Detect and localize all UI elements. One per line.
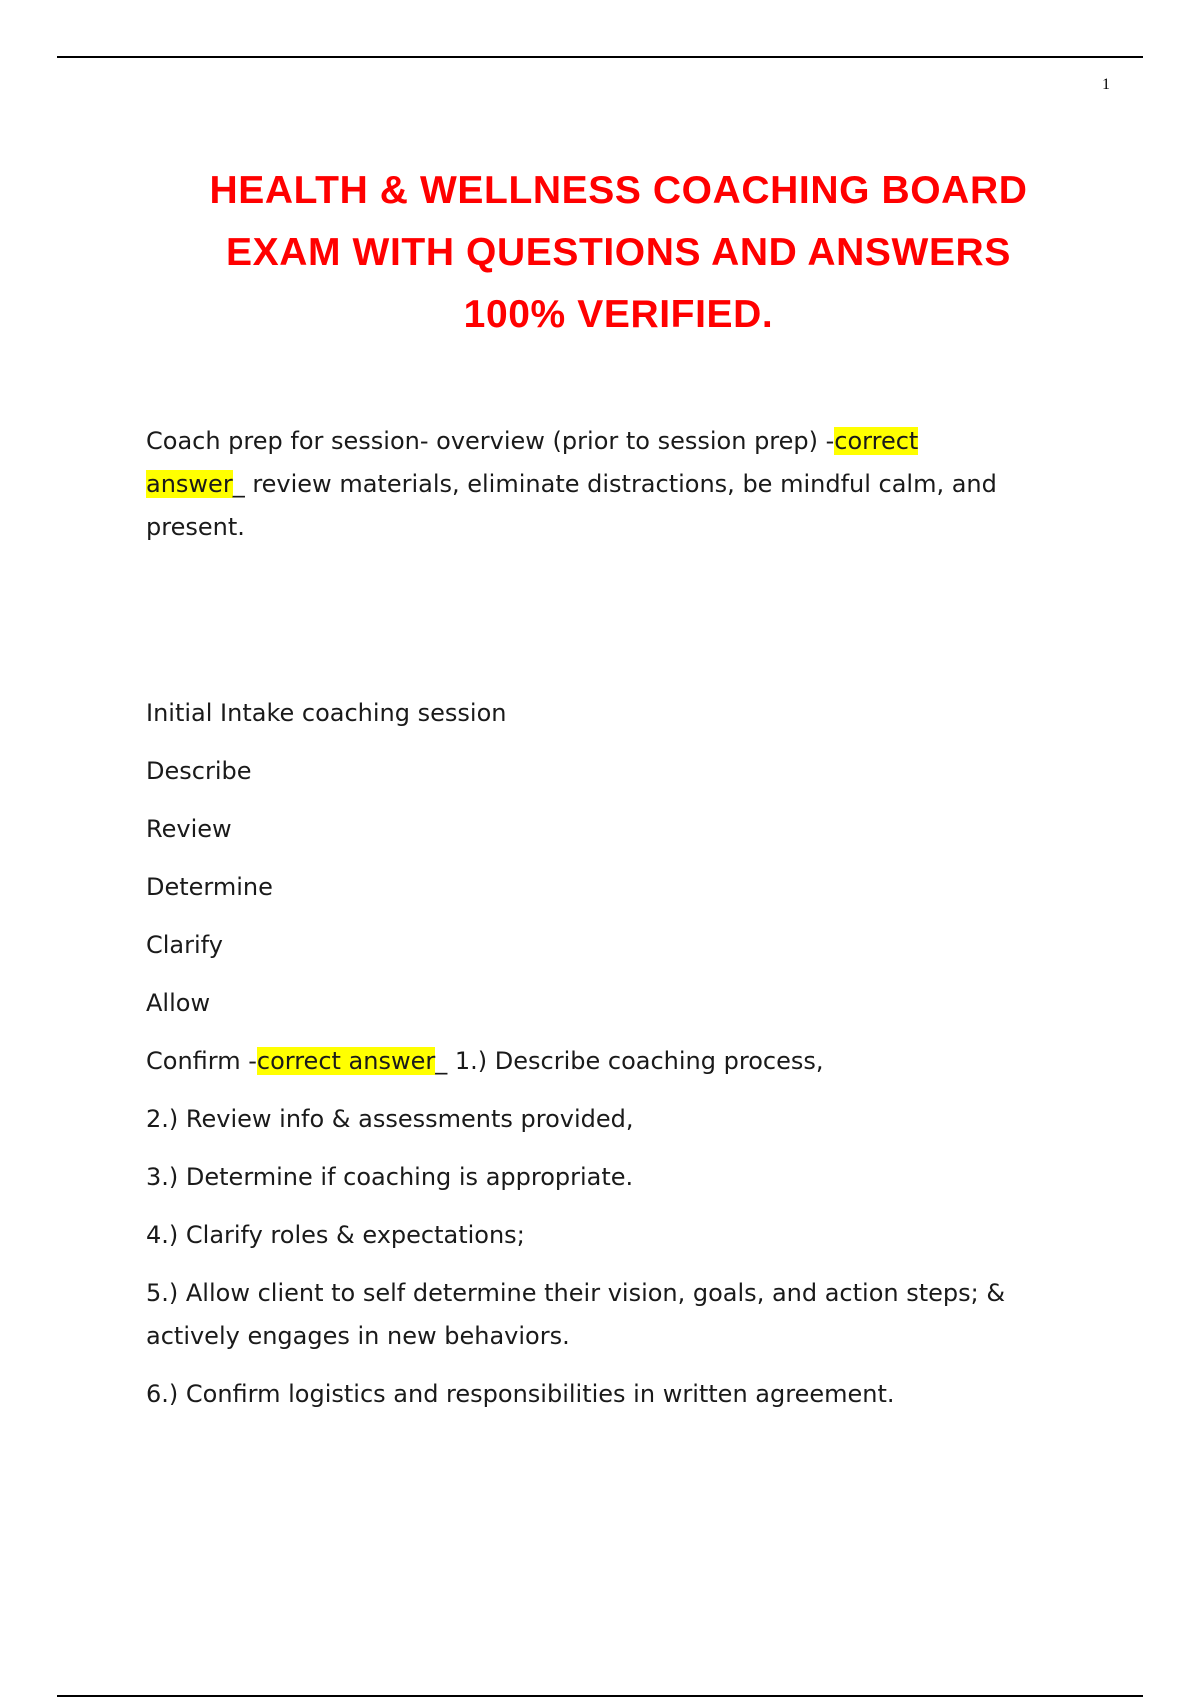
question-prefix: Confirm - — [146, 1047, 257, 1075]
title-line-1: HEALTH & WELLNESS COACHING BOARD — [209, 169, 1028, 212]
correct-answer-marker: correct answer — [256, 1047, 436, 1075]
question-line: Describe — [146, 757, 252, 785]
answer-text: _ review materials, eliminate distractions, be mindful calm, and present. — [146, 470, 997, 541]
qa-item-2 — [146, 684, 1086, 1423]
document-title — [100, 160, 1137, 346]
answer-text: _ 1.) Describe coaching process, — [435, 1047, 824, 1075]
qa-item-1 — [146, 420, 1086, 549]
question-line: Initial Intake coaching session — [146, 699, 507, 727]
question-text: Coach prep for session- overview (prior to session prep) - — [146, 427, 835, 455]
answer-line: 6.) Confirm logistics and responsibilities in written agreement. — [146, 1380, 895, 1408]
title-line-2: EXAM WITH QUESTIONS AND ANSWERS — [226, 231, 1011, 274]
correct-answer-marker: correct — [834, 427, 919, 455]
answer-line: 5.) Allow client to self determine their vision, goals, and action steps; & actively engages in new behaviors. — [146, 1279, 1006, 1350]
title-line-3: 100% VERIFIED. — [463, 293, 774, 336]
question-line: Determine — [146, 873, 273, 901]
question-line: Allow — [146, 989, 211, 1017]
answer-line: 3.) Determine if coaching is appropriate. — [146, 1163, 634, 1191]
question-line: Clarify — [146, 931, 223, 959]
footer-rule — [57, 1695, 1143, 1697]
page-number: 1 — [1102, 76, 1110, 93]
answer-line: 2.) Review info & assessments provided, — [146, 1105, 634, 1133]
question-line: Review — [146, 815, 232, 843]
question-answer-line — [146, 1032, 1086, 1090]
header-rule — [57, 56, 1143, 58]
correct-answer-marker-cont: answer — [146, 470, 233, 498]
answer-line: 4.) Clarify roles & expectations; — [146, 1221, 525, 1249]
